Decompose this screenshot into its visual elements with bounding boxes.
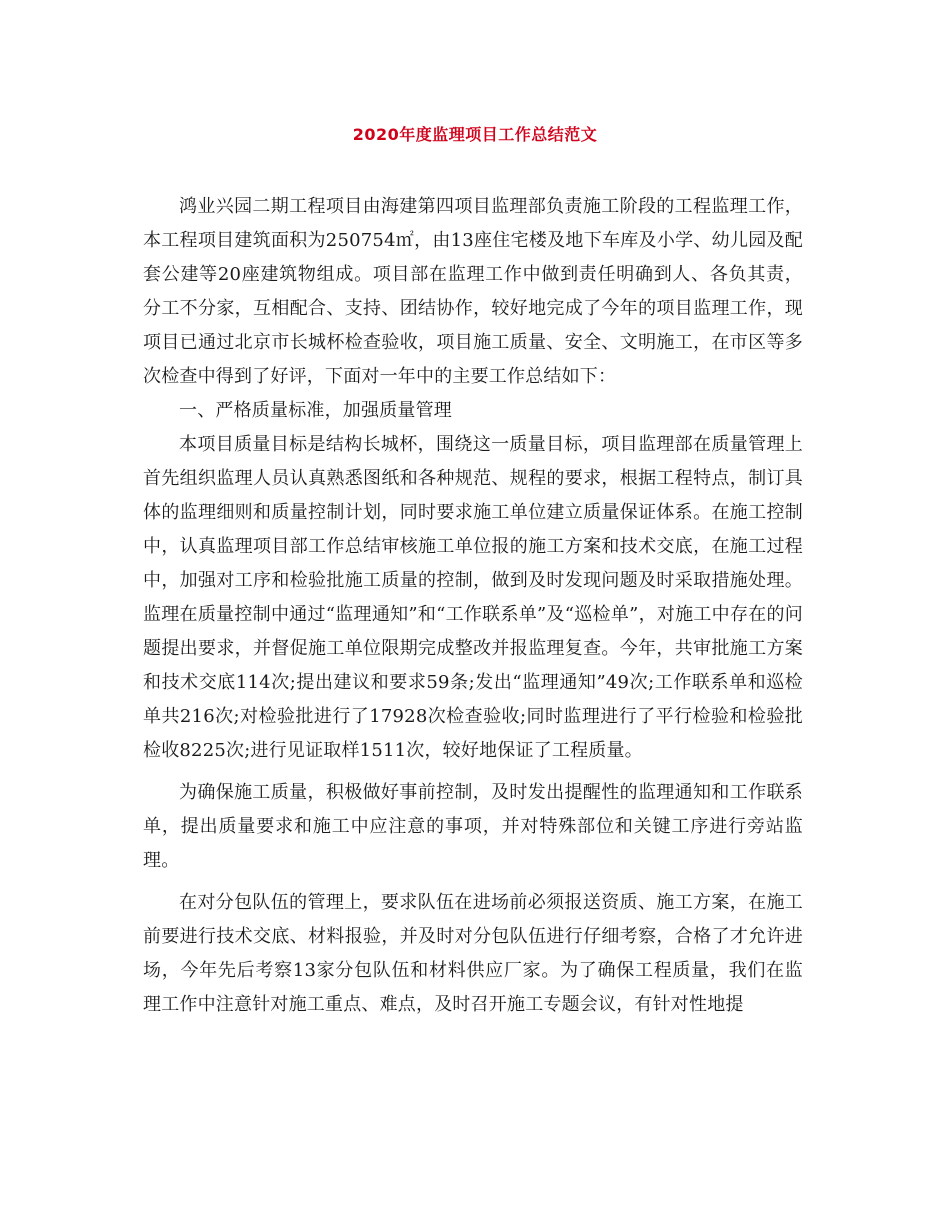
document-title: 2020年度监理项目工作总结范文 [352, 125, 598, 144]
document-body [143, 190, 803, 1022]
paragraph-subcontractors: 在对分包队伍的管理上，要求队伍在进场前必须报送资质、施工方案，在施工前要进行技术交底、材料报验，并及时对分包队伍进行仔细考察，合格了才允许进场，今年先后考察13家分包队伍和材料供应厂家。为了确保工程质量，我们在监理工作中注意针对施工重点、难点，及时召开施工专题会议，有针对性地提 [143, 892, 803, 1015]
paragraph-intro: 鸿业兴园二期工程项目由海建第四项目监理部负责施工阶段的工程监理工作，本工程项目建筑面积为250754㎡，由13座住宅楼及地下车库及小学、幼儿园及配套公建等20座建筑物组成。项目部在监理工作中做到责任明确到人、各负其责，分工不分家，互相配合、支持、团结协作，较好地完成了今年的项目监理工作，现项目已通过北京市长城杯检查验收，项目施工质量、安全、文明施工，在市区等多次检查中得到了好评，下面对一年中的主要工作总结如下： [143, 196, 803, 387]
paragraph-quality-control: 本项目质量目标是结构长城杯，围绕这一质量目标，项目监理部在质量管理上首先组织监理人员认真熟悉图纸和各种规范、规程的要求，根据工程特点，制订具体的监理细则和质量控制计划，同时要求施工单位建立质量保证体系。在施工控制中，认真监理项目部工作总结审核施工单位报的施工方案和技术交底，在施工过程中，加强对工序和检验批施工质量的控制，做到及时发现问题及时采取措施处理。监理在质量控制中通过“监理通知”和“工作联系单”及“巡检单”，对施工中存在的问题提出要求，并督促施工单位限期完成整改并报监理复查。今年，共审批施工方案和技术交底114次;提出建议和要求59条;发出“监理通知”49次;工作联系单和巡检单共216次;对检验批进行了17928次检查验收;同时监理进行了平行检验和检验批检收8225次;进行见证取样1511次，较好地保证了工程质量。 [143, 434, 803, 761]
paragraph-precontrol: 为确保施工质量，积极做好事前控制，及时发出提醒性的监理通知和工作联系单，提出质量要求和施工中应注意的事项，并对特殊部位和关键工序进行旁站监理。 [143, 782, 803, 871]
section-heading-quality: 一、严格质量标准，加强质量管理 [179, 400, 452, 421]
